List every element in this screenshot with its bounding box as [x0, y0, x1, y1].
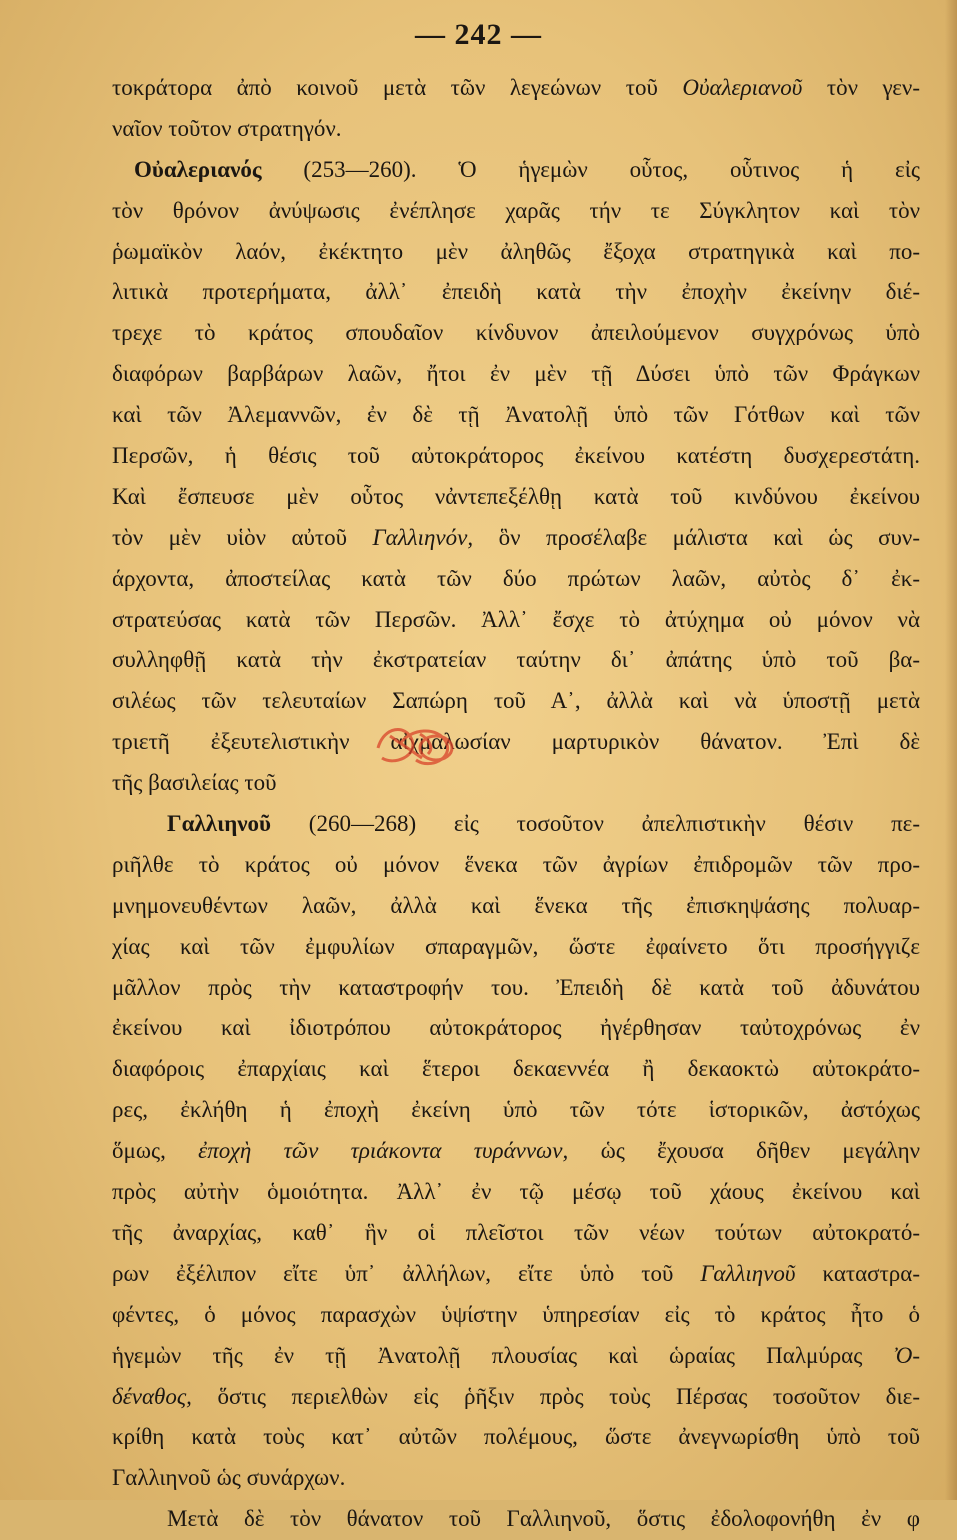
text-line: ρες, ἐκλήθη ἡ ἐποχὴ ἐκείνη ὑπὸ τῶν τότε ἱστορικῶν, ἀστόχως — [112, 1097, 920, 1123]
text-line: κρίθη κατὰ τοὺς κατ᾽ αὐτῶν πολέμους, ὥστε ἀνεγνωρίσθη ὑπὸ τοῦ — [112, 1424, 920, 1450]
text-line: διαφόρων βαρβάρων λαῶν, ἤτοι ἐν μὲν τῇ Δύσει ὑπὸ τῶν Φράγκων — [112, 361, 920, 387]
text-line: φέντες, ὁ μόνος παρασχὼν ὑψίστην ὑπηρεσίαν εἰς τὸ κράτος ἦτο ὁ — [112, 1301, 920, 1327]
text-line: ἐκείνου καὶ ἰδιοτρόπου αὐτοκράτορος ἠγέρθησαν ταὐτοχρόνως ἐν — [112, 1015, 920, 1041]
text-line: ῥωμαϊκὸν λαόν, ἐκέκτητο μὲν ἀληθῶς ἔξοχα στρατηγικὰ καὶ πο- — [112, 238, 920, 264]
page-number: — 242 — — [415, 18, 542, 51]
text-line: Γαλλιηνοῦ ὡς συνάρχων. — [112, 1465, 346, 1491]
text-line: Καὶ ἔσπευσε μὲν οὗτος νἀντεπεξέλθῃ κατὰ τοῦ κινδύνου ἐκείνου — [112, 483, 920, 509]
text-line: τῆς βασιλείας τοῦ — [112, 770, 277, 796]
text-line: ἡγεμὼν τῆς ἐν τῇ Ἀνατολῇ πλουσίας καὶ ὡραίας Παλμύρας Ὀ- — [112, 1342, 920, 1368]
text-line: μνημονευθέντων λαῶν, ἀλλὰ καὶ ἕνεκα τῆς ἐπισκηψάσης πολυαρ- — [112, 892, 920, 918]
body-text — [112, 68, 920, 1540]
text-line: τρεχε τὸ κράτος σπουδαῖον κίνδυνον ἀπειλούμενον συγχρόνως ὑπὸ — [112, 320, 920, 346]
library-stamp-seal — [360, 718, 470, 776]
text-line: καὶ τῶν Ἀλεμαννῶν, ἐν δὲ τῇ Ἀνατολῇ ὑπὸ τῶν Γότθων καὶ τῶν — [112, 402, 920, 428]
text-line: σιλέως τῶν τελευταίων Σαπώρη τοῦ Α᾽, ἀλλὰ καὶ νὰ ὑποστῇ μετὰ — [112, 688, 920, 714]
text-line: τῆς ἀναρχίας, καθ᾽ ἣν οἱ πλεῖστοι τῶν νέων τούτων αὐτοκρατό- — [112, 1219, 920, 1245]
text-line: διαφόροις ἐπαρχίαις καὶ ἕτεροι δεκαεννέα ἢ δεκαοκτὼ αὐτοκράτο- — [112, 1056, 920, 1082]
text-line: ὅμως, ἐποχὴ τῶν τριάκοντα τυράννων, ὡς ἔχουσα δῆθεν μεγάλην — [112, 1138, 921, 1164]
text-line: συλληφθῇ κατὰ τὴν ἐκστρατείαν ταύτην δι᾽ ἀπάτης ὑπὸ τοῦ βα- — [112, 647, 920, 673]
text-line: στρατεύσας κατὰ τῶν Περσῶν. Ἀλλ᾽ ἔσχε τὸ ἀτύχημα οὐ μόνον νὰ — [112, 606, 920, 632]
text-line: πρὸς αὐτὴν ὁμοιότητα. Ἀλλ᾽ ἐν τῷ μέσῳ τοῦ χάους ἐκείνου καὶ — [112, 1179, 920, 1205]
text-line: ρων ἐξέλιπον εἴτε ὑπ᾽ ἀλλήλων, εἴτε ὑπὸ τοῦ Γαλλιηνοῦ καταστρα- — [112, 1260, 920, 1286]
section-heading: Οὐαλεριανός — [134, 156, 262, 182]
text-line: τοκράτορα ἀπὸ κοινοῦ μετὰ τῶν λεγεώνων τοῦ Οὐαλεριανοῦ τὸν γεν- — [112, 75, 920, 100]
text-line: Μετὰ δὲ τὸν θάνατον τοῦ Γαλλιηνοῦ, ὅστις ἐδολοφονήθη ἐν φ — [167, 1506, 920, 1532]
text-line: τὸν μὲν υἱὸν αὐτοῦ Γαλλιηνόν, ὃν προσέλαβε μάλιστα καὶ ὡς συν- — [112, 524, 920, 550]
text-line: δέναθος, ὅστις περιελθὼν εἰς ῥῆξιν πρὸς τοὺς Πέρσας τοσοῦτον διε- — [112, 1383, 920, 1409]
page-edge-shadow — [945, 0, 957, 1500]
text-line: χίας καὶ τῶν ἐμφυλίων σπαραγμῶν, ὥστε ἐφαίνετο ὅτι προσήγγιζε — [112, 933, 920, 959]
section-heading-line: Οὐαλεριανός (253—260). Ὁ ἡγεμὼν οὗτος, οὗτινος ἡ εἰς — [134, 156, 920, 182]
section-heading-line: Γαλλιηνοῦ (260—268) εἰς τοσοῦτον ἀπελπιστικὴν θέσιν πε- — [167, 811, 920, 837]
text-line: τὸν θρόνον ἀνύψωσις ἐνέπλησε χαρᾶς τήν τε Σύγκλητον καὶ τὸν — [112, 197, 920, 223]
text-line: άρχοντα, ἀποστείλας κατὰ τῶν δύο πρώτων λαῶν, αὐτὸς δ᾽ ἐκ- — [112, 565, 920, 591]
text-line: λιτικὰ προτερήματα, ἀλλ᾽ ἐπειδὴ κατὰ τὴν ἐποχὴν ἐκείνην διέ- — [112, 279, 920, 305]
text-line: μᾶλλον πρὸς τὴν καταστροφήν του. Ἐπειδὴ δὲ κατὰ τοῦ ἀδυνάτου — [112, 974, 920, 1000]
text-line: ναῖον τοῦτον στρατηγόν. — [112, 115, 342, 141]
text-line: Περσῶν, ἡ θέσις τοῦ αὐτοκράτορος ἐκείνου κατέστη δυσχερεστάτη. — [112, 443, 920, 469]
text-line: ριῆλθε τὸ κράτος οὐ μόνον ἕνεκα τῶν ἀγρίων ἐπιδρομῶν τῶν προ- — [112, 851, 920, 877]
text-line: τριετῆ ἐξευτελιστικὴν αἰχμαλωσίαν μαρτυρικὸν θάνατον. Ἐπὶ δὲ — [112, 729, 920, 755]
section-heading: Γαλλιηνοῦ — [167, 811, 271, 837]
